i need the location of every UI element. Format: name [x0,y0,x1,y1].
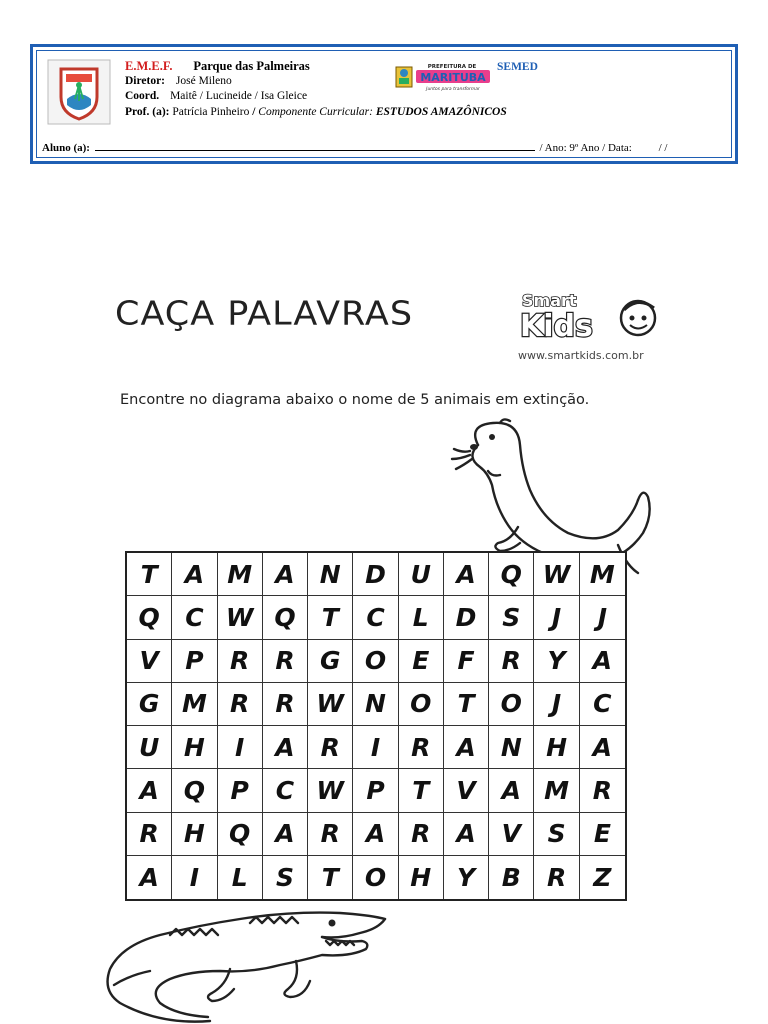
prefeitura-slogan-text: Juntos para transformar [426,87,480,92]
grid-cell[interactable]: R [218,640,263,683]
grid-cell[interactable]: Q [127,596,172,639]
grid-cell[interactable]: A [489,769,534,812]
grid-cell[interactable]: Q [263,596,308,639]
grid-cell[interactable]: S [534,813,579,856]
grid-cell[interactable]: Y [534,640,579,683]
grid-cell[interactable]: M [534,769,579,812]
school-header [30,44,738,164]
grid-cell[interactable]: R [308,726,353,769]
grid-cell[interactable]: I [353,726,398,769]
grid-cell[interactable]: E [399,640,444,683]
grid-cell[interactable]: V [127,640,172,683]
separator: / [252,106,256,118]
grid-cell[interactable]: W [534,553,579,596]
grid-cell[interactable]: H [172,813,217,856]
grid-cell[interactable]: A [263,726,308,769]
grid-cell[interactable]: A [127,856,172,899]
grid-cell[interactable]: P [218,769,263,812]
grid-cell[interactable]: A [172,553,217,596]
brand-line1: Smart [522,292,577,310]
grid-cell[interactable]: B [489,856,534,899]
teacher-line [125,105,507,119]
coord-value: Maitê / Lucineide / Isa Gleice [170,90,308,102]
grid-cell[interactable]: H [534,726,579,769]
grid-cell[interactable]: V [489,813,534,856]
smartkids-logo-icon [516,292,666,344]
grid-cell[interactable]: T [308,596,353,639]
director-label: Diretor: [125,75,166,87]
grid-cell[interactable]: U [399,553,444,596]
grid-cell[interactable]: R [489,640,534,683]
brand-line2: Kids [520,309,593,344]
grid-cell[interactable]: Z [580,856,625,899]
prof-value: Patrícia Pinheiro [172,106,250,118]
grid-cell[interactable]: U [127,726,172,769]
grid-cell[interactable]: A [444,726,489,769]
grid-cell[interactable]: D [444,596,489,639]
prof-label: Prof. (a): [125,106,170,118]
grid-cell[interactable]: P [172,640,217,683]
school-title-line [125,59,310,74]
header-inner-border [36,50,732,158]
grid-cell[interactable]: C [263,769,308,812]
school-name: Parque das Palmeiras [193,59,310,73]
grid-cell[interactable]: W [308,683,353,726]
grid-cell[interactable]: J [534,683,579,726]
grid-cell[interactable]: A [263,813,308,856]
grid-cell[interactable]: R [127,813,172,856]
prefeitura-logo-icon [394,61,492,93]
alligator-illustration [100,905,400,1024]
component-value: ESTUDOS AMAZÔNICOS [375,106,507,118]
grid-cell[interactable]: O [353,856,398,899]
semed-label: SEMED [497,61,538,73]
grid-cell[interactable]: R [534,856,579,899]
student-info-row [42,141,732,154]
grid-cell[interactable]: G [127,683,172,726]
grid-cell[interactable]: V [444,769,489,812]
grid-cell[interactable]: A [263,553,308,596]
grid-cell[interactable]: R [218,683,263,726]
grid-cell[interactable]: E [580,813,625,856]
year-date-text: / Ano: 9º Ano / Data: [539,142,632,154]
grid-cell[interactable]: O [489,683,534,726]
grid-cell[interactable]: M [580,553,625,596]
grid-cell[interactable]: R [399,726,444,769]
prefeitura-name-text: MARITUBA [420,71,486,84]
grid-cell[interactable]: O [399,683,444,726]
grid-cell[interactable]: Q [489,553,534,596]
grid-cell[interactable]: H [399,856,444,899]
grid-cell[interactable]: A [580,640,625,683]
grid-cell[interactable]: A [127,769,172,812]
coord-line [125,89,307,103]
grid-cell[interactable]: Q [172,769,217,812]
component-label: Componente Curricular: [258,106,373,118]
grid-cell[interactable]: R [399,813,444,856]
grid-cell[interactable]: R [263,640,308,683]
grid-cell[interactable]: M [172,683,217,726]
grid-cell[interactable]: D [353,553,398,596]
grid-cell[interactable]: Y [444,856,489,899]
grid-cell[interactable]: A [580,726,625,769]
coord-label: Coord. [125,90,160,102]
grid-cell[interactable]: T [127,553,172,596]
grid-cell[interactable]: A [444,553,489,596]
grid-cell[interactable]: I [218,726,263,769]
word-search-grid [125,551,627,901]
grid-cell[interactable]: G [308,640,353,683]
grid-cell[interactable]: T [399,769,444,812]
student-name-field[interactable] [95,141,535,151]
grid-cell[interactable]: J [580,596,625,639]
smartkids-url[interactable]: www.smartkids.com.br [518,349,644,362]
director-value: José Mileno [175,75,232,87]
grid-cell[interactable]: Q [218,813,263,856]
grid-cell[interactable]: R [263,683,308,726]
grid-cell[interactable]: R [308,813,353,856]
grid-cell[interactable]: C [172,596,217,639]
school-logo-icon [47,59,111,125]
grid-cell[interactable]: L [218,856,263,899]
grid-cell[interactable]: N [489,726,534,769]
grid-cell[interactable]: S [489,596,534,639]
grid-cell[interactable]: N [308,553,353,596]
prefeitura-top-text: PREFEITURA DE [427,64,477,70]
grid-cell[interactable]: H [172,726,217,769]
grid-cell[interactable]: I [172,856,217,899]
grid-cell[interactable]: A [444,813,489,856]
grid-cell[interactable]: T [308,856,353,899]
grid-cell[interactable]: P [353,769,398,812]
grid-cell[interactable]: F [444,640,489,683]
grid-cell[interactable]: L [399,596,444,639]
date-field[interactable]: / / [658,142,668,154]
grid-cell[interactable]: M [218,553,263,596]
grid-cell[interactable]: J [534,596,579,639]
grid-cell[interactable]: A [353,813,398,856]
school-type: E.M.E.F. [125,59,173,73]
student-label: Aluno (a): [42,142,90,154]
grid-cell[interactable]: W [308,769,353,812]
grid-cell[interactable]: W [218,596,263,639]
grid-cell[interactable]: S [263,856,308,899]
grid-cell[interactable]: C [580,683,625,726]
grid-cell[interactable]: O [353,640,398,683]
worksheet-title: CAÇA PALAVRAS [115,295,414,333]
director-line [125,74,232,88]
instruction-text: Encontre no diagrama abaixo o nome de 5 animais em extinção. [120,392,590,408]
grid-cell[interactable]: T [444,683,489,726]
grid-cell[interactable]: R [580,769,625,812]
grid-cell[interactable]: N [353,683,398,726]
grid-cell[interactable]: C [353,596,398,639]
